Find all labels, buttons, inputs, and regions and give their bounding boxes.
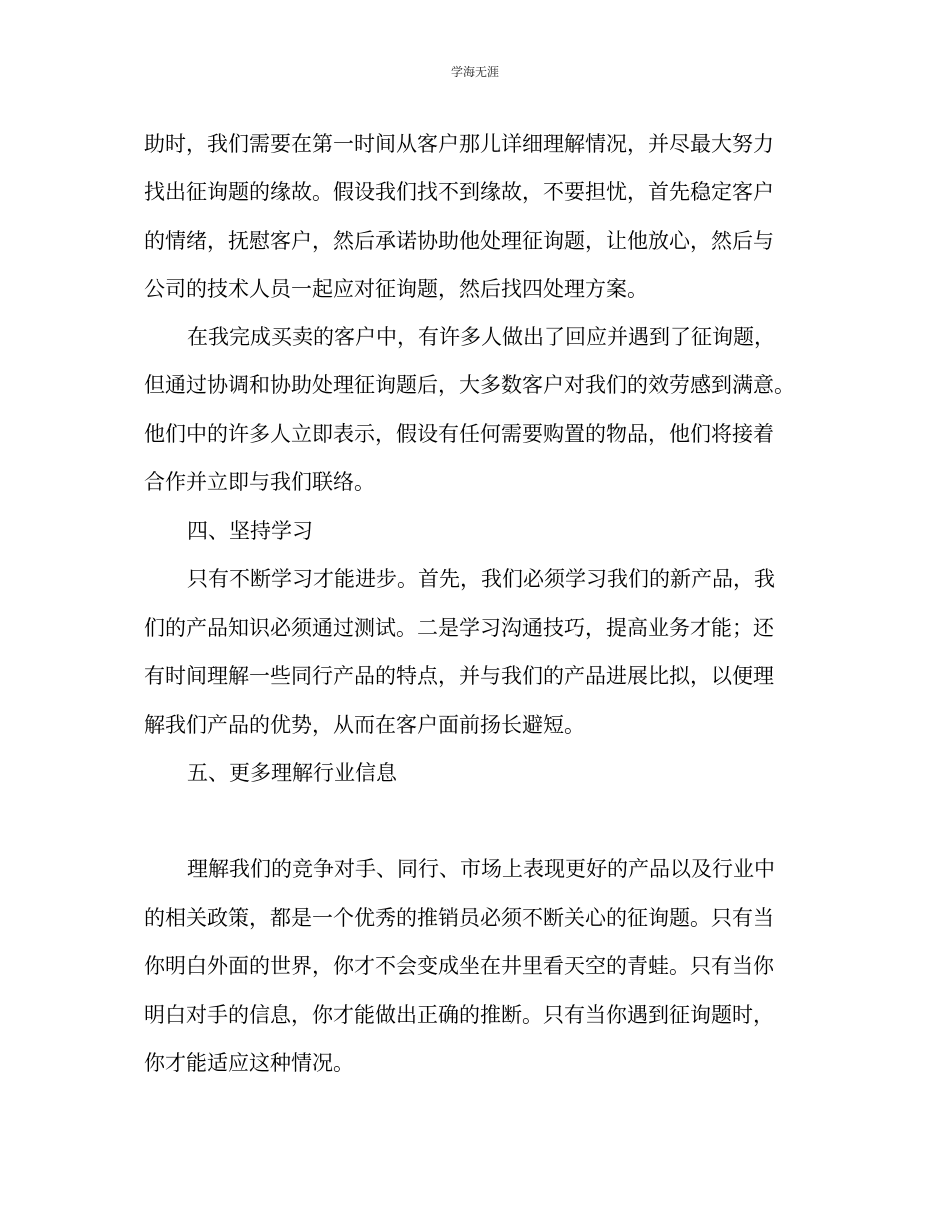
body-line: 的情绪，抚慰客户，然后承诺协助他处理征询题，让他放心，然后与 — [144, 229, 774, 253]
body-line: 合作并立即与我们联络。 — [144, 470, 375, 494]
body-line: 你才能适应这种情况。 — [144, 1051, 354, 1075]
body-line: 明白对手的信息，你才能做出正确的推断。只有当你遇到征询题时， — [144, 1003, 774, 1027]
body-line: 解我们产品的优势，从而在客户面前扬长避短。 — [144, 713, 585, 737]
body-line: 他们中的许多人立即表示，假设有任何需要购置的物品，他们将接着 — [144, 422, 774, 446]
body-line: 公司的技术人员一起应对征询题，然后找四处理方案。 — [144, 277, 648, 301]
body-line: 有时间理解一些同行产品的特点，并与我们的产品进展比拟，以便理 — [144, 664, 774, 688]
section-heading-5: 五、更多理解行业信息 — [187, 761, 397, 785]
paragraph-start-line: 只有不断学习才能进步。首先，我们必须学习我们的新产品，我 — [187, 567, 775, 591]
body-line: 们的产品知识必须通过测试。二是学习沟通技巧，提高业务才能；还 — [144, 616, 774, 640]
paragraph-start-line: 在我完成买卖的客户中，有许多人做出了回应并遇到了征询题， — [187, 325, 775, 349]
section-heading-4: 四、坚持学习 — [187, 519, 313, 543]
body-line: 你明白外面的世界，你才不会变成坐在井里看天空的青蛙。只有当你 — [144, 954, 774, 978]
page-header: 学海无涯 — [450, 65, 499, 79]
body-line: 的相关政策，都是一个优秀的推销员必须不断关心的征询题。只有当 — [144, 906, 774, 930]
paragraph-start-line: 理解我们的竞争对手、同行、市场上表现更好的产品以及行业中 — [187, 857, 775, 881]
body-line: 找出征询题的缘故。假设我们找不到缘故，不要担忧，首先稳定客户 — [144, 180, 774, 204]
body-line: 助时，我们需要在第一时间从客户那儿详细理解情况，并尽最大努力 — [144, 132, 774, 156]
body-line: 但通过协调和协助处理征询题后，大多数客户对我们的效劳感到满意。 — [144, 373, 795, 397]
